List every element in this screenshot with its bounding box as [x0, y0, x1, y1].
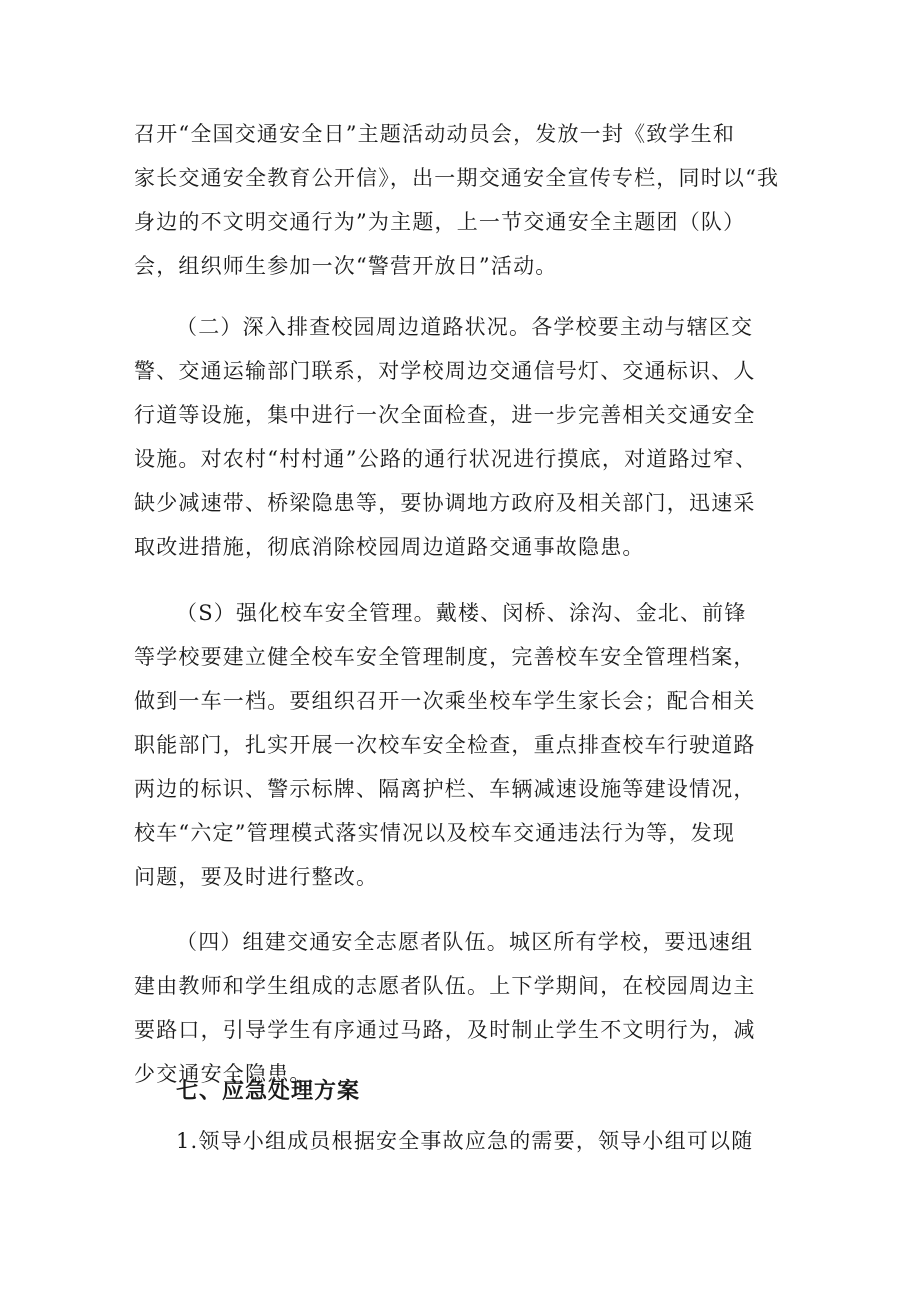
text-line: 等学校要建立健全校车安全管理制度，完善校车安全管理档案， [134, 645, 756, 669]
text-line: （S）强化校车安全管理。戴楼、闵桥、涂沟、金北、前锋 [176, 601, 747, 625]
text-line: 两边的标识、警示标牌、隔离护栏、车辆减速设施等建设情况， [134, 777, 756, 801]
text-line: 1.领导小组成员根据安全事故应急的需要，领导小组可以随 [176, 1129, 754, 1153]
text-line: 取改进措施，彻底消除校园周边道路交通事故隐患。 [134, 535, 645, 559]
paragraph-traffic-day [134, 112, 800, 288]
text-line: 做到一车一档。要组织召开一次乘坐校车学生家长会；配合相关 [134, 689, 756, 713]
paragraph-school-bus [134, 591, 800, 899]
text-line: 警、交通运输部门联系，对学校周边交通信号灯、交通标识、人 [134, 359, 756, 383]
paragraph-road-inspection [134, 305, 800, 569]
text-line: 要路口，引导学生有序通过马路，及时制止学生不文明行为，减 [134, 1018, 756, 1042]
text-line: 会，组织师生参加一次“警营开放日”活动。 [134, 254, 558, 278]
text-line: 校车“六定”管理模式落实情况以及校车交通违法行为等，发现 [134, 821, 736, 845]
text-line: 少交通安全隐患。 [134, 1062, 312, 1086]
section-heading: 七、应急处理方案 [176, 1079, 361, 1104]
text-line: 召开“全国交通安全日”主题活动动员会，发放一封《致学生和 [134, 122, 736, 146]
text-line: （二）深入排查校园周边道路状况。各学校要主动与辖区交 [176, 315, 754, 339]
text-line: 家长交通安全教育公开信》，出一期交通安全宣传专栏，同时以“我 [134, 166, 780, 190]
text-line: 缺少减速带、桥梁隐患等，要协调地方政府及相关部门，迅速采 [134, 491, 756, 515]
text-line: 建由教师和学生组成的志愿者队伍。上下学期间，在校园周边主 [134, 974, 756, 998]
text-line: 问题，要及时进行整改。 [134, 865, 379, 889]
text-line: 职能部门，扎实开展一次校车安全检查，重点排查校车行驶道路 [134, 733, 756, 757]
text-line: （四）组建交通安全志愿者队伍。城区所有学校，要迅速组 [176, 930, 754, 954]
paragraph-emergency [134, 1119, 800, 1163]
text-line: 设施。对农村“村村通”公路的通行状况进行摸底，对道路过窄、 [134, 447, 758, 471]
text-line: 行道等设施，集中进行一次全面检查，进一步完善相关交通安全 [134, 403, 756, 427]
text-line: 身边的不文明交通行为”为主题，上一节交通安全主题团（队） [134, 210, 746, 234]
